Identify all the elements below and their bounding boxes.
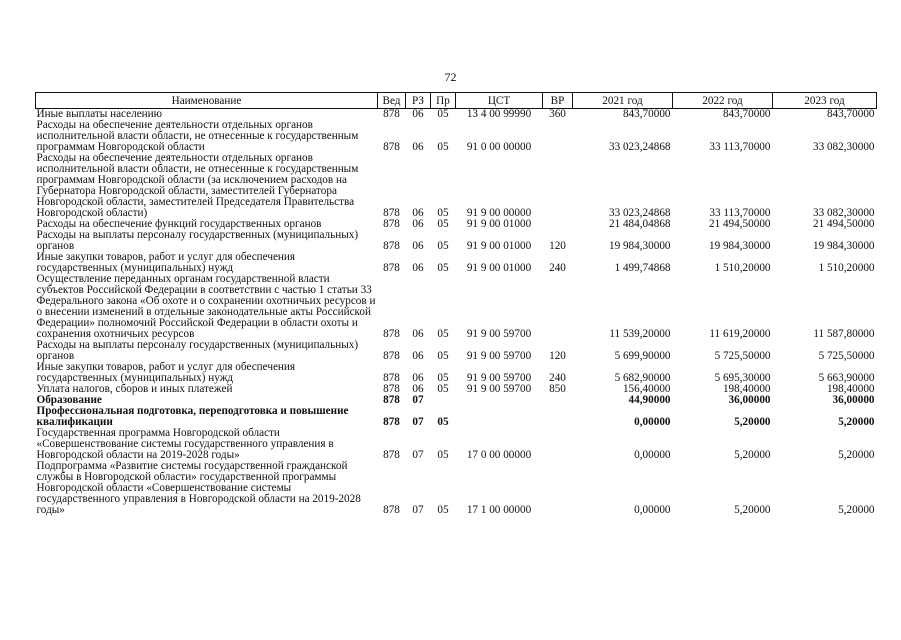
row-ved: 878 xyxy=(383,383,400,395)
row-2022: 198,40000 xyxy=(722,383,771,395)
table-row xyxy=(36,340,877,362)
row-vr: 120 xyxy=(549,350,566,362)
row-rz: 06 xyxy=(412,328,424,340)
row-cst: 13 4 00 99990 xyxy=(466,108,532,120)
row-pr: 05 xyxy=(437,328,449,340)
row-rz: 06 xyxy=(412,141,424,153)
row-ved: 878 xyxy=(383,207,400,219)
row-name: Расходы на обеспечение деятельности отдельных органов исполнительной власти области, не отнесенные к государственным программам Новгородской области (за исключением расходов на Губернатора Новгородской области, заместителей Губернатора Новгородской области, заместителей Председателя Правительства Новгородской области) xyxy=(36,152,359,219)
row-vr xyxy=(543,153,573,219)
row-vr xyxy=(543,219,573,230)
row-pr: 05 xyxy=(437,416,449,428)
row-2022: 19 984,30000 xyxy=(708,240,771,252)
table-body xyxy=(36,109,877,517)
row-2023: 19 984,30000 xyxy=(812,240,875,252)
row-pr: 05 xyxy=(437,240,449,252)
row-2022: 5,20000 xyxy=(734,416,771,428)
row-2023: 36,00000 xyxy=(832,394,875,406)
row-2023: 5 725,50000 xyxy=(818,350,875,362)
row-2021: 0,00000 xyxy=(634,449,671,461)
table-row xyxy=(36,362,877,384)
row-2023: 5 663,90000 xyxy=(818,372,875,384)
row-ved: 878 xyxy=(383,449,400,461)
row-name: Профессиональная подготовка, переподготовка и повышение квалификации xyxy=(36,405,349,428)
row-2021: 11 539,20000 xyxy=(609,328,671,340)
row-vr: 240 xyxy=(549,262,566,274)
row-rz: 06 xyxy=(412,240,424,252)
row-2022: 5 725,50000 xyxy=(714,350,771,362)
row-2022: 33 113,70000 xyxy=(709,141,771,153)
row-cst: 17 0 00 00000 xyxy=(466,449,532,461)
row-cst: 91 9 00 59700 xyxy=(466,372,532,384)
row-cst: 91 9 00 59700 xyxy=(466,328,532,340)
row-pr: 05 xyxy=(437,108,449,120)
row-cst: 17 1 00 00000 xyxy=(466,504,532,516)
row-2023: 11 587,80000 xyxy=(813,328,875,340)
row-2021: 156,40000 xyxy=(622,383,671,395)
row-rz: 06 xyxy=(412,383,424,395)
row-vr: 240 xyxy=(549,372,566,384)
row-cst: 91 9 00 01000 xyxy=(466,240,532,252)
row-2021: 0,00000 xyxy=(634,416,671,428)
row-vr: 360 xyxy=(549,108,566,120)
row-name: Уплата налогов, сборов и иных платежей xyxy=(36,383,233,395)
row-2023: 33 082,30000 xyxy=(812,141,875,153)
table-row xyxy=(36,153,877,219)
header-2022: 2022 год xyxy=(673,93,773,109)
row-ved: 878 xyxy=(383,108,400,120)
row-2021: 5 699,90000 xyxy=(614,350,671,362)
header-2023: 2023 год xyxy=(773,93,877,109)
row-rz: 07 xyxy=(412,416,424,428)
row-name: Осуществление переданных органам государственной власти субъектов Российской Федерации в соответствии с частью 1 статьи 33 Федерального закона «Об охоте и о сохранении охотничьих ресурсов и о внесении изменений в отдельные законодательные акты Российской Федерации» полномочий Российской Федерации в области охоты и сохранения охотничьих ресурсов xyxy=(36,273,376,340)
row-2022: 1 510,20000 xyxy=(714,262,771,274)
row-name: Иные закупки товаров, работ и услуг для обеспечения государственных (муниципальных) нужд xyxy=(36,361,296,384)
row-pr xyxy=(431,395,456,406)
row-rz: 07 xyxy=(412,449,424,461)
row-rz: 06 xyxy=(412,350,424,362)
row-pr: 05 xyxy=(437,141,449,153)
header-ved: Вед xyxy=(378,93,406,109)
row-pr: 05 xyxy=(437,504,449,516)
row-cst xyxy=(456,406,543,428)
row-2023: 33 082,30000 xyxy=(812,207,875,219)
row-2023: 5,20000 xyxy=(838,416,875,428)
row-rz: 06 xyxy=(412,262,424,274)
row-pr: 05 xyxy=(437,207,449,219)
table-row xyxy=(36,406,877,428)
row-ved: 878 xyxy=(383,416,400,428)
row-pr: 05 xyxy=(437,449,449,461)
table-row xyxy=(36,120,877,153)
row-pr: 05 xyxy=(437,218,449,230)
row-pr: 05 xyxy=(437,372,449,384)
row-2023: 198,40000 xyxy=(826,383,875,395)
row-2021: 44,90000 xyxy=(628,394,671,406)
row-cst: 91 9 00 59700 xyxy=(466,350,532,362)
row-2021: 33 023,24868 xyxy=(608,207,671,219)
table-row xyxy=(36,230,877,252)
row-vr xyxy=(543,406,573,428)
row-2023: 1 510,20000 xyxy=(818,262,875,274)
row-cst xyxy=(456,395,543,406)
row-vr xyxy=(543,274,573,340)
header-cst: ЦСТ xyxy=(456,93,543,109)
row-name: Иные закупки товаров, работ и услуг для обеспечения государственных (муниципальных) нужд xyxy=(36,251,296,274)
row-rz: 07 xyxy=(412,504,424,516)
row-ved: 878 xyxy=(383,141,400,153)
table-row xyxy=(36,428,877,461)
row-name: Государственная программа Новгородской области «Совершенствование системы государственного управления в Новгородской области на 2019-2028 годы» xyxy=(36,427,334,461)
row-ved: 878 xyxy=(383,372,400,384)
row-name: Образование xyxy=(36,394,102,406)
row-2022: 21 494,50000 xyxy=(708,218,771,230)
row-2021: 21 484,04868 xyxy=(608,218,671,230)
row-rz: 07 xyxy=(412,394,424,406)
table-row xyxy=(36,252,877,274)
row-ved: 878 xyxy=(383,262,400,274)
row-ved: 878 xyxy=(383,350,400,362)
page-number: 72 xyxy=(444,70,457,84)
row-pr: 05 xyxy=(437,383,449,395)
row-ved: 878 xyxy=(383,504,400,516)
row-2021: 5 682,90000 xyxy=(614,372,671,384)
row-rz: 06 xyxy=(412,108,424,120)
row-rz: 06 xyxy=(412,372,424,384)
row-name: Расходы на выплаты персоналу государственных (муниципальных) органов xyxy=(36,339,359,362)
row-ved: 878 xyxy=(383,240,400,252)
row-2022: 36,00000 xyxy=(728,394,771,406)
row-2023: 843,70000 xyxy=(826,108,875,120)
row-name: Расходы на обеспечение деятельности отдельных органов исполнительной власти области, не отнесенные к государственным программам Новгородской области xyxy=(36,119,359,153)
header-vr: ВР xyxy=(543,93,573,109)
row-2022: 33 113,70000 xyxy=(709,207,771,219)
row-vr xyxy=(543,428,573,461)
row-2023: 21 494,50000 xyxy=(812,218,875,230)
row-cst: 91 9 00 00000 xyxy=(466,207,532,219)
header-rz: РЗ xyxy=(406,93,431,109)
row-ved: 878 xyxy=(383,328,400,340)
row-2021: 1 499,74868 xyxy=(614,262,671,274)
row-vr xyxy=(543,395,573,406)
header-2021: 2021 год xyxy=(573,93,673,109)
row-2022: 5,20000 xyxy=(734,449,771,461)
row-2022: 5 695,30000 xyxy=(714,372,771,384)
row-cst: 91 9 00 59700 xyxy=(466,383,532,395)
row-ved: 878 xyxy=(383,394,400,406)
row-2023: 5,20000 xyxy=(838,504,875,516)
row-2021: 33 023,24868 xyxy=(608,141,671,153)
table-row xyxy=(36,461,877,516)
row-2022: 843,70000 xyxy=(722,108,771,120)
row-pr: 05 xyxy=(437,350,449,362)
row-2021: 843,70000 xyxy=(622,108,671,120)
row-name: Подпрограмма «Развитие системы государственной гражданской службы в Новгородской области» государственной программы Новгородской области «Совершенствование системы государственного управления в Новгородской области на 2019-2028 годы» xyxy=(36,460,361,516)
table-header-row xyxy=(36,93,877,109)
header-pr: Пр xyxy=(431,93,456,109)
table-row xyxy=(36,274,877,340)
row-2023: 5,20000 xyxy=(838,449,875,461)
row-name: Иные выплаты населению xyxy=(36,108,162,120)
row-2022: 11 619,20000 xyxy=(709,328,771,340)
row-2022: 5,20000 xyxy=(734,504,771,516)
row-vr: 120 xyxy=(549,240,566,252)
row-cst: 91 0 00 00000 xyxy=(466,141,532,153)
row-rz: 06 xyxy=(412,218,424,230)
row-cst: 91 9 00 01000 xyxy=(466,218,532,230)
row-vr: 850 xyxy=(549,383,566,395)
row-rz: 06 xyxy=(412,207,424,219)
row-vr xyxy=(543,120,573,153)
row-2021: 0,00000 xyxy=(634,504,671,516)
budget-table xyxy=(35,92,877,516)
row-name: Расходы на выплаты персоналу государственных (муниципальных) органов xyxy=(36,229,359,252)
row-pr: 05 xyxy=(437,262,449,274)
row-name: Расходы на обеспечение функций государственных органов xyxy=(36,218,322,230)
row-cst: 91 9 00 01000 xyxy=(466,262,532,274)
row-ved: 878 xyxy=(383,218,400,230)
row-vr xyxy=(543,461,573,516)
row-2021: 19 984,30000 xyxy=(608,240,671,252)
header-name: Наименование xyxy=(36,93,378,109)
